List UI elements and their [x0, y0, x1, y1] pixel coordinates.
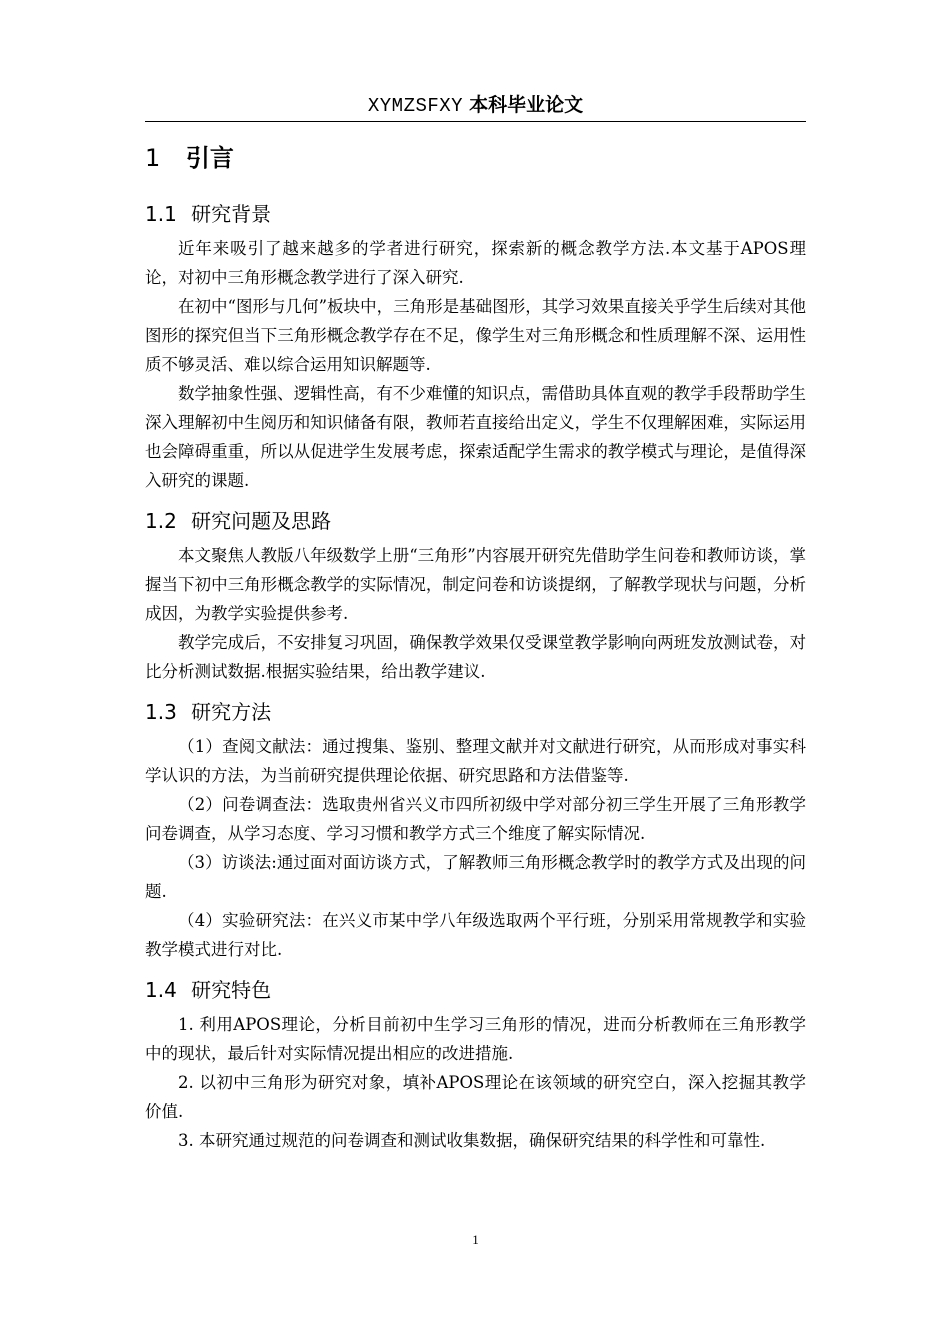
header-thesis-label: 本科毕业论文	[469, 94, 584, 116]
paragraph: （3）访谈法:通过面对面访谈方式，了解教师三角形概念教学时的教学方式及出现的问题.	[145, 853, 806, 901]
paragraph: 1. 利用APOS理论，分析目前初中生学习三角形的情况，进而分析教师在三角形教学中的现状，最后针对实际情况提出相应的改进措施.	[145, 1015, 806, 1063]
section-number: 1.2	[145, 509, 177, 533]
section-number: 1.3	[145, 700, 177, 724]
paragraph: （1）查阅文献法：通过搜集、鉴别、整理文献并对文献进行研究，从而形成对事实科学认识的方法，为当前研究提供理论依据、研究思路和方法借鉴等.	[145, 737, 806, 785]
section-title: 研究背景	[191, 202, 272, 226]
paragraph: （4）实验研究法：在兴义市某中学八年级选取两个平行班，分别采用常规教学和实验教学模式进行对比.	[145, 911, 806, 959]
header-school-code: XYMZSFXY	[367, 95, 464, 117]
section-number: 1.4	[145, 978, 177, 1002]
section-number: 1.1	[145, 202, 177, 226]
paragraph: 教学完成后，不安排复习巩固，确保教学效果仅受课堂教学影响向两班发放测试卷，对比分析测试数据.根据实验结果，给出教学建议.	[145, 633, 806, 681]
paragraph: （2）问卷调查法：选取贵州省兴义市四所初级中学对部分初三学生开展了三角形教学问卷调查，从学习态度、学习习惯和教学方式三个维度了解实际情况.	[145, 795, 806, 843]
page-number: 1	[472, 1232, 479, 1247]
section-heading-questions	[145, 505, 806, 537]
section-title: 研究方法	[191, 700, 272, 724]
paragraph: 3. 本研究通过规范的问卷调查和测试收集数据，确保研究结果的科学性和可靠性.	[178, 1131, 766, 1150]
section-heading-features	[145, 974, 806, 1006]
page-body	[145, 138, 806, 1155]
chapter-heading	[145, 138, 806, 180]
header-divider	[145, 121, 806, 122]
chapter-number: 1	[145, 144, 161, 172]
chapter-title: 引言	[185, 144, 234, 172]
paragraph: 2. 以初中三角形为研究对象，填补APOS理论在该领域的研究空白，深入挖掘其教学价值.	[145, 1073, 806, 1121]
running-header	[145, 93, 806, 118]
section-heading-background	[145, 198, 806, 230]
section-title: 研究特色	[191, 978, 272, 1002]
paragraph: 近年来吸引了越来越多的学者进行研究，探索新的概念教学方法.本文基于APOS理论，对初中三角形概念教学进行了深入研究.	[145, 239, 806, 287]
section-heading-methods	[145, 696, 806, 728]
paragraph: 数学抽象性强、逻辑性高，有不少难懂的知识点，需借助具体直观的教学手段帮助学生深入理解初中生阅历和知识储备有限，教师若直接给出定义，学生不仅理解困难，实际运用也会障碍重重，所以从促进学生发展考虑，探索适配学生需求的教学模式与理论，是值得深入研究的课题.	[145, 384, 806, 490]
section-title: 研究问题及思路	[191, 509, 332, 533]
paragraph: 本文聚焦人教版八年级数学上册“三角形”内容展开研究先借助学生问卷和教师访谈，掌握当下初中三角形概念教学的实际情况，制定问卷和访谈提纲，了解教学现状与问题，分析成因，为教学实验提供参考.	[145, 546, 806, 623]
paragraph: 在初中“图形与几何”板块中，三角形是基础图形，其学习效果直接关乎学生后续对其他图形的探究但当下三角形概念教学存在不足，像学生对三角形概念和性质理解不深、运用性质不够灵活、难以综合运用知识解题等.	[145, 297, 806, 374]
